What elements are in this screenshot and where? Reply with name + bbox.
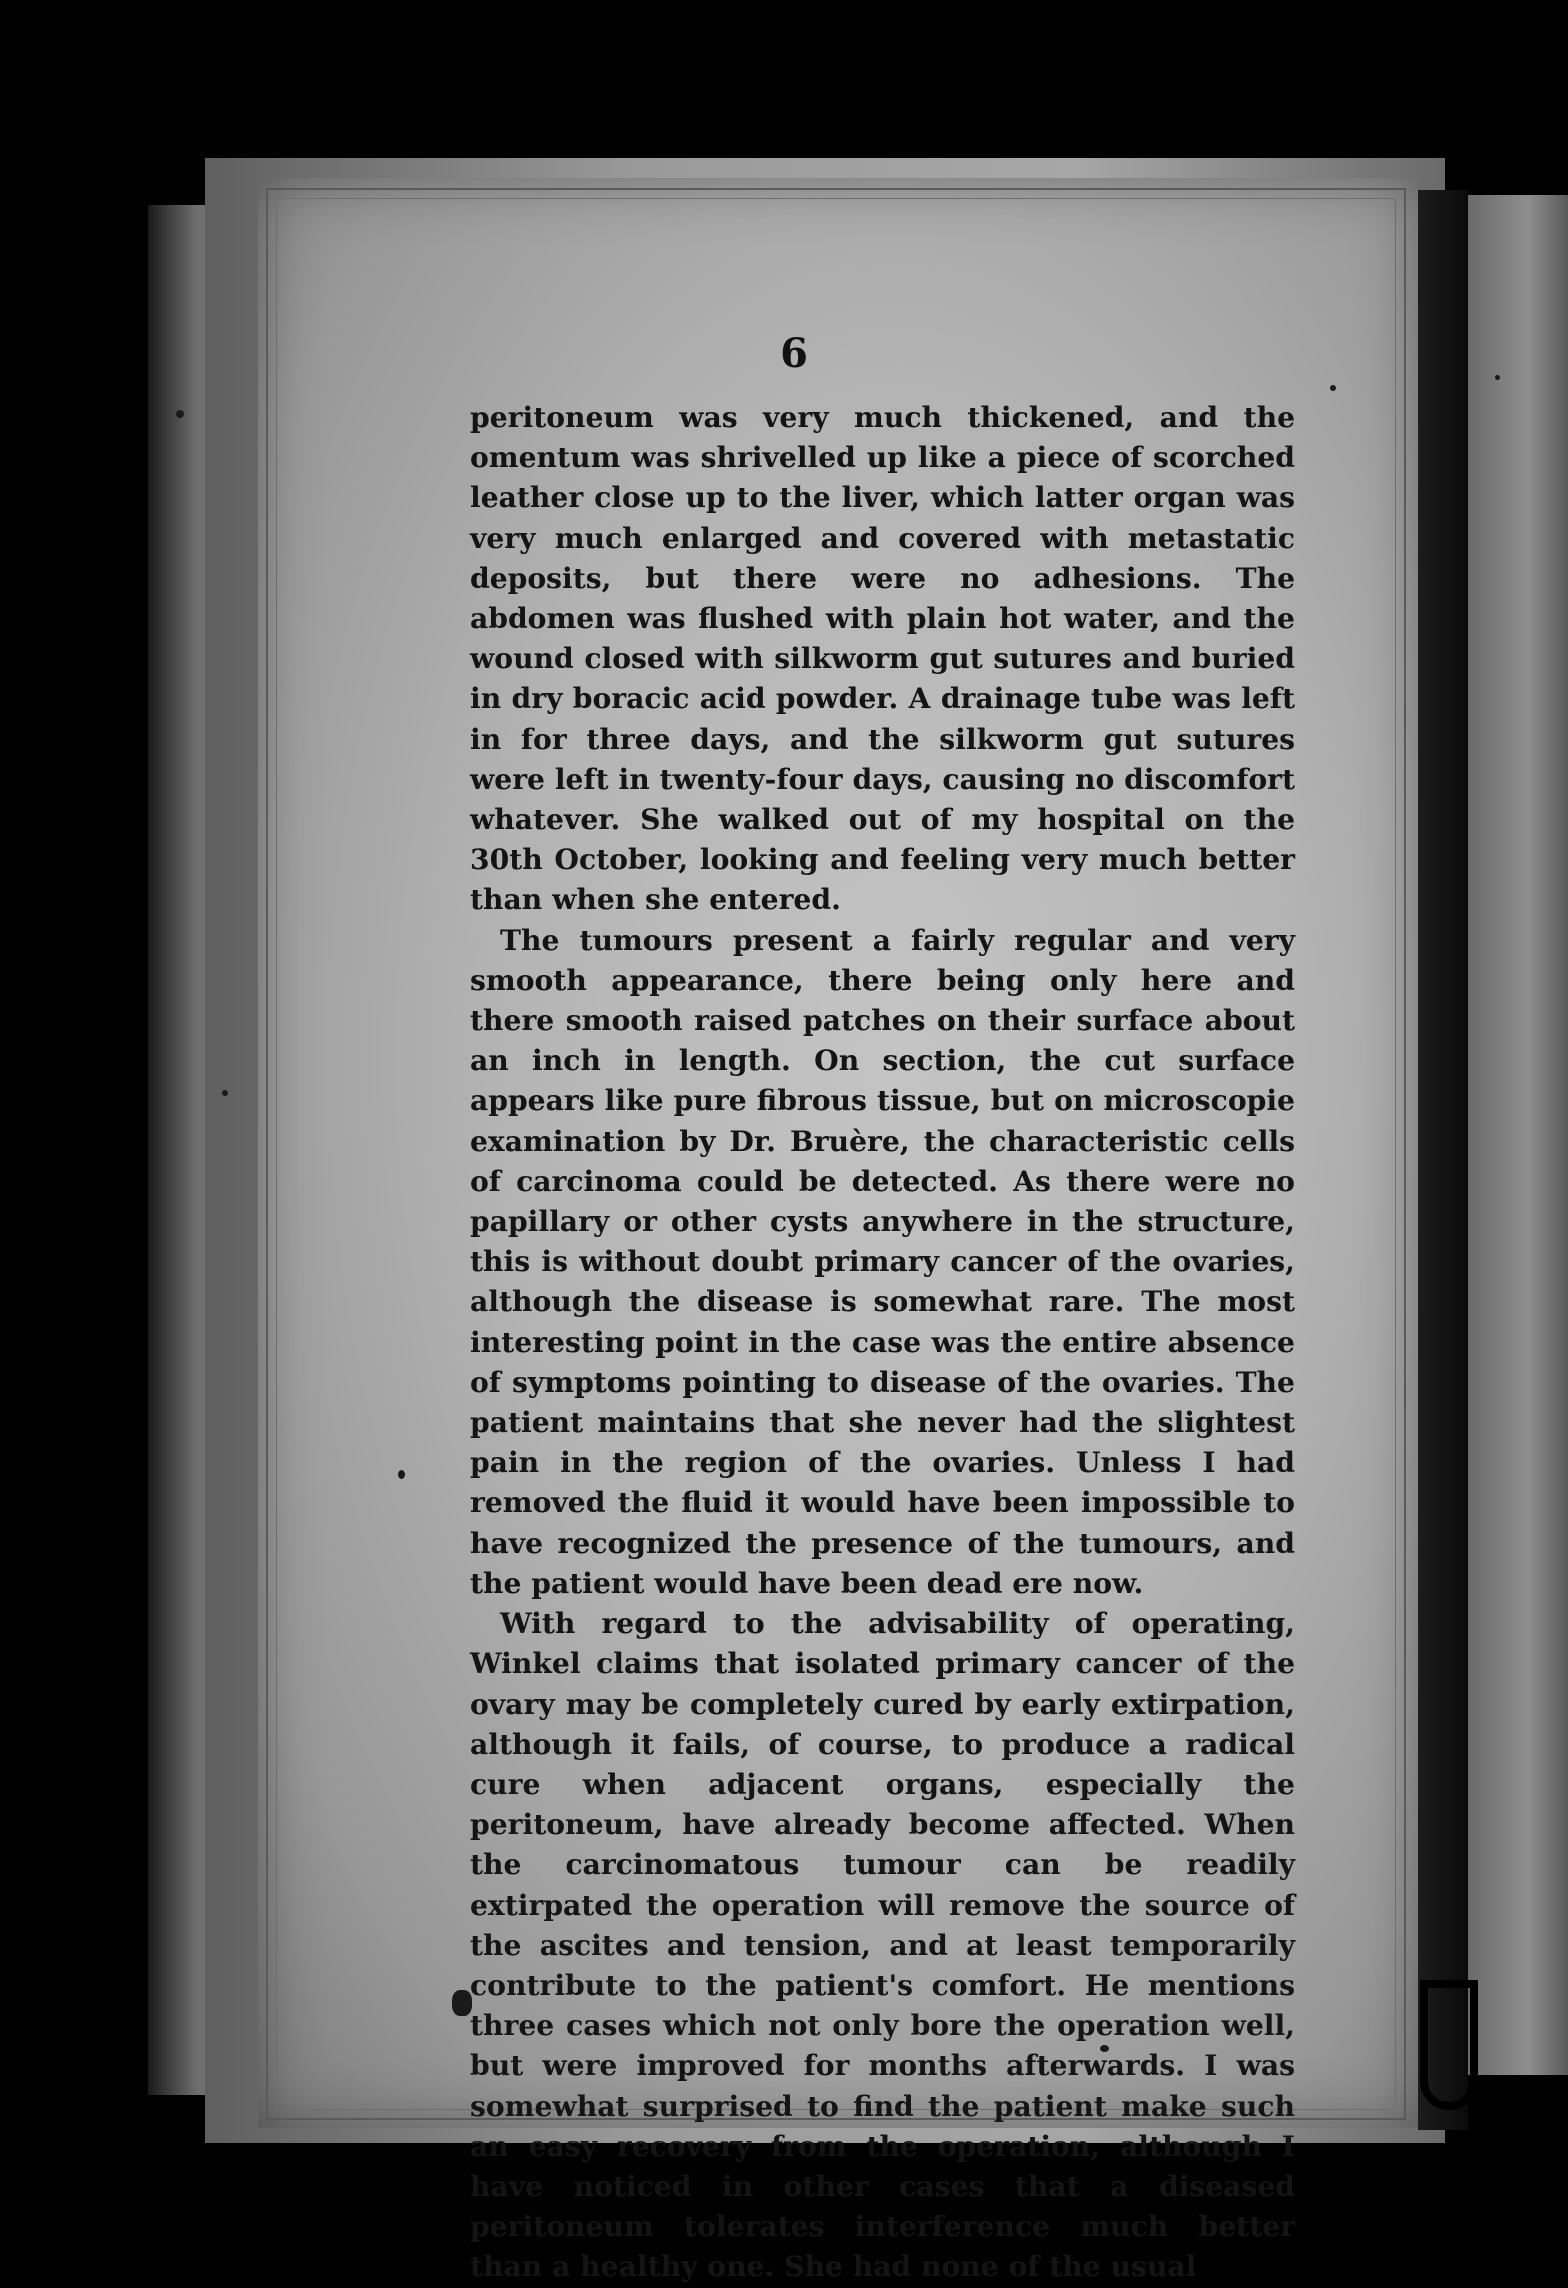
body-text [470, 398, 1295, 2288]
paragraph: peritoneum was very much thickened, and the omentum was shrivelled up like a piece of scorched leather close up to the liver, which latter organ was very much enlarged and covered with metastatic deposits, but there were no adhesions. The abdomen was flushed with plain hot water, and the wound closed with silkworm gut sutures and buried in dry boracic acid powder. A drainage tube was left in for three days, and the silkworm gut sutures were left in twenty-four days, causing no discomfort whatever. She walked out of my hospital on the 30th October, looking and feeling very much better than when she entered. [470, 401, 1295, 917]
ink-speck [1330, 385, 1336, 391]
next-page-strip [1468, 195, 1568, 2075]
ink-speck [176, 410, 184, 418]
book-gutter [1418, 190, 1468, 2130]
ink-speck [222, 1090, 228, 1096]
ink-speck [398, 1470, 405, 1479]
paragraph: The tumours present a fairly regular and very smooth appearance, there being only here and there smooth raised patches on their surface about an inch in length. On section, the cut surface appears like pure fibrous tissue, but on microscopie examination by Dr. Bruère, the characteristic cells of carcinoma could be detected. As there were no papillary or other cysts anywhere in the structure, this is without doubt primary cancer of the ovaries, although the disease is somewhat rare. The most interesting point in the case was the entire absence of symptoms pointing to disease of the ovaries. The patient maintains that she never had the slightest pain in the region of the ovaries. Unless I had removed the fluid it would have been impossible to have recognized the presence of the tumours, and the patient would have been dead ere now. [470, 923, 1295, 1600]
binding-curl [1420, 1980, 1478, 2110]
paragraph: With regard to the advisability of operating, Winkel claims that isolated primary cancer of the ovary may be completely cured by early extirpation, although it fails, of course, to produce a radical cure when adjacent organs, especially the peritoneum, have already become affected. When the carcinomatous tumour can be readily extirpated the operation will remove the source of the ascites and tension, and at least temporarily contribute to the patient's comfort. He mentions three cases which not only bore the operation well, but were improved for months afterwards. I was somewhat surprised to find the patient make such an easy recovery from the operation, although I have noticed in other cases that a diseased peritoneum tolerates interference much better than a healthy one. She had none of the usual [470, 1607, 1295, 2284]
page-number: 6 [780, 330, 808, 377]
ink-speck [452, 1990, 472, 2016]
